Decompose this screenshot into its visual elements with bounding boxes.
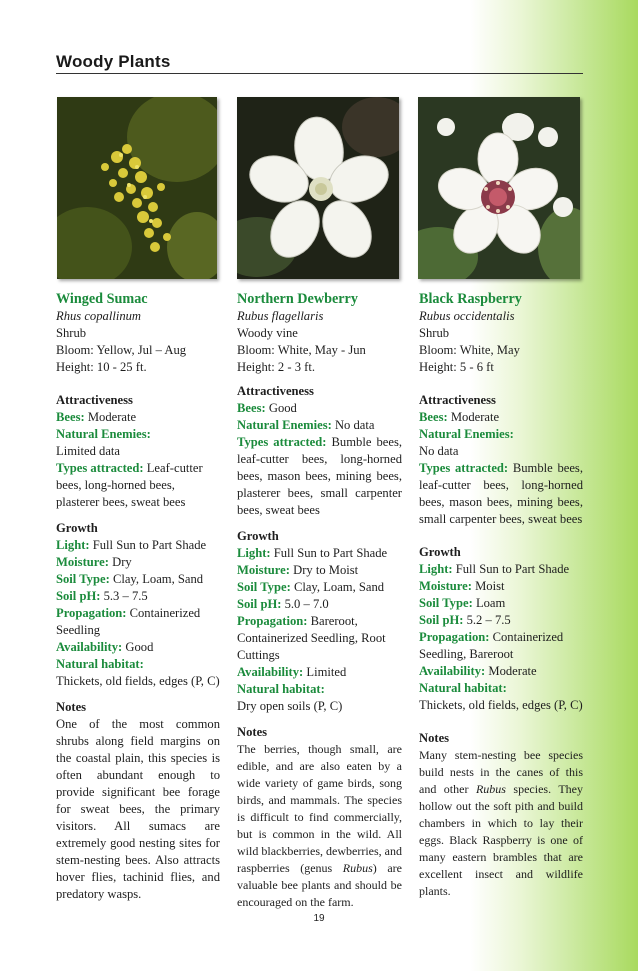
propagation-value: Bareroot, Containerized Seedling, Root Cuttings — [237, 614, 386, 662]
plant-form: Woody vine — [237, 326, 298, 340]
types-attracted-value: Bumble bees, leaf-cutter bees, long-horned bees, mason bees, mining bees, small carpenter bees, sweat bees — [419, 461, 583, 526]
plant-scientific-name: Rubus occidentalis — [419, 309, 515, 323]
plant-column-northern-dewberry — [237, 290, 402, 911]
moisture-value: Moist — [475, 579, 505, 593]
notes-text — [419, 747, 583, 900]
notes-heading: Notes — [419, 731, 450, 745]
black-raspberry-photo — [418, 97, 580, 279]
availability-value: Good — [125, 640, 154, 654]
natural-enemies-label: Natural Enemies: — [419, 427, 514, 441]
natural-habitat-value: Dry open soils (P, C) — [237, 699, 343, 713]
notes-genus: Rubus — [342, 861, 373, 875]
notes-text: One of the most common shrubs along field margins on the coastal plain, this species is often abundant enough to provide significant bee forage for sweat bees, the primary visitors. All sumacs are extremely good nesting sites for stem-nesting bees. Also attracts hover flies, tachinid flies, and predatory wasps. — [56, 717, 220, 901]
soil-type-value: Loam — [475, 596, 506, 610]
natural-enemies-value: No data — [334, 418, 375, 432]
propagation-label: Propagation: — [419, 630, 490, 644]
light-value: Full Sun to Part Shade — [455, 562, 570, 576]
plant-column-black-raspberry — [419, 290, 583, 900]
types-attracted-label: Types attracted: — [237, 435, 327, 449]
moisture-label: Moisture: — [237, 563, 290, 577]
natural-habitat-label: Natural habitat: — [419, 681, 507, 695]
notes-text-part-a: Many stem-nesting bee species build nests in the canes of this and other — [419, 748, 583, 796]
propagation-value: Containerized Seedling — [56, 606, 201, 637]
availability-value: Moderate — [488, 664, 537, 678]
plant-bloom: Bloom: White, May — [419, 343, 520, 357]
availability-value: Limited — [306, 665, 347, 679]
notes-heading: Notes — [56, 700, 87, 714]
notes-text — [237, 741, 402, 911]
notes-text-part-b: ) are valuable bee plants and should be encouraged on the farm. — [237, 861, 402, 909]
soil-ph-label: Soil pH: — [419, 613, 464, 627]
attractiveness-heading: Attractiveness — [56, 393, 133, 407]
plant-height: Height: 10 - 25 ft. — [56, 360, 147, 374]
growth-heading: Growth — [237, 529, 279, 543]
northern-dewberry-photo — [237, 97, 399, 279]
natural-enemies-value: No data — [419, 444, 459, 458]
soil-type-label: Soil Type: — [56, 572, 110, 586]
title-divider — [56, 73, 583, 74]
natural-enemies-label: Natural Enemies: — [237, 418, 332, 432]
types-attracted-value: Bumble bees, leaf-cutter bees, long-horned bees, mason bees, mining bees, plasterer bees, small carpenter bees, sweat bees — [237, 435, 402, 517]
soil-type-value: Clay, Loam, Sand — [112, 572, 204, 586]
types-attracted-value: Leaf-cutter bees, long-horned bees, plasterer bees, sweat bees — [56, 461, 203, 509]
page-title: Woody Plants — [56, 52, 171, 71]
notes-genus: Rubus — [475, 782, 506, 796]
plant-scientific-name: Rubus flagellaris — [237, 309, 324, 323]
moisture-value: Dry — [112, 555, 132, 569]
bees-label: Bees: — [237, 401, 266, 415]
natural-habitat-value: Thickets, old fields, edges (P, C) — [56, 674, 220, 688]
light-label: Light: — [237, 546, 271, 560]
availability-label: Availability: — [56, 640, 123, 654]
soil-type-label: Soil Type: — [419, 596, 473, 610]
natural-habitat-value: Thickets, old fields, edges (P, C) — [419, 698, 583, 712]
bees-value: Moderate — [450, 410, 500, 424]
plant-common-name: Winged Sumac — [56, 291, 148, 307]
soil-ph-value: 5.2 – 7.5 — [466, 613, 511, 627]
soil-type-value: Clay, Loam, Sand — [293, 580, 385, 594]
moisture-label: Moisture: — [56, 555, 109, 569]
notes-heading: Notes — [237, 725, 268, 739]
bees-label: Bees: — [419, 410, 448, 424]
types-attracted-label: Types attracted: — [419, 461, 509, 475]
light-value: Full Sun to Part Shade — [273, 546, 388, 560]
notes-text-part-a: The berries, though small, are edible, and are also eaten by a wide variety of game birds, song birds, and mammals. The species is difficult to find commercially, but is common in the wild. All wild blackberries, dewberries, and raspberries (genus — [237, 742, 402, 875]
propagation-value: Containerized Seedling, Bareroot — [419, 630, 564, 661]
soil-type-label: Soil Type: — [237, 580, 291, 594]
light-value: Full Sun to Part Shade — [92, 538, 207, 552]
plant-bloom: Bloom: White, May - Jun — [237, 343, 366, 357]
propagation-label: Propagation: — [237, 614, 308, 628]
natural-habitat-label: Natural habitat: — [237, 682, 325, 696]
plant-height: Height: 2 - 3 ft. — [237, 360, 315, 374]
soil-ph-label: Soil pH: — [237, 597, 282, 611]
availability-label: Availability: — [237, 665, 304, 679]
notes-text-part-b: species. They hollow out the soft pith and build chambers in which to lay their eggs. Black Raspberry is one of many eastern brambles that are excellent insect and wildlife plants. — [419, 782, 584, 898]
attractiveness-heading: Attractiveness — [419, 393, 496, 407]
plant-column-winged-sumac — [56, 290, 220, 903]
growth-heading: Growth — [419, 545, 461, 559]
light-label: Light: — [56, 538, 90, 552]
moisture-value: Dry to Moist — [293, 563, 359, 577]
plant-height: Height: 5 - 6 ft — [419, 360, 494, 374]
soil-ph-value: 5.3 – 7.5 — [103, 589, 148, 603]
winged-sumac-photo — [57, 97, 217, 279]
natural-habitat-label: Natural habitat: — [56, 657, 144, 671]
plant-bloom: Bloom: Yellow, Jul – Aug — [56, 343, 187, 357]
availability-label: Availability: — [419, 664, 486, 678]
plant-scientific-name: Rhus copallinum — [56, 309, 142, 323]
attractiveness-heading: Attractiveness — [237, 384, 314, 398]
growth-heading: Growth — [56, 521, 98, 535]
plant-form: Shrub — [56, 326, 87, 340]
natural-enemies-label: Natural Enemies: — [56, 427, 151, 441]
soil-ph-value: 5.0 – 7.0 — [284, 597, 329, 611]
bees-label: Bees: — [56, 410, 85, 424]
bees-value: Moderate — [87, 410, 137, 424]
plant-form: Shrub — [419, 326, 450, 340]
bees-value: Good — [268, 401, 297, 415]
plant-common-name: Black Raspberry — [419, 291, 522, 307]
light-label: Light: — [419, 562, 453, 576]
page-number: 19 — [313, 913, 325, 924]
soil-ph-label: Soil pH: — [56, 589, 101, 603]
propagation-label: Propagation: — [56, 606, 127, 620]
natural-enemies-value: Limited data — [56, 444, 120, 458]
plant-common-name: Northern Dewberry — [237, 291, 358, 307]
moisture-label: Moisture: — [419, 579, 472, 593]
types-attracted-label: Types attracted: — [56, 461, 144, 475]
